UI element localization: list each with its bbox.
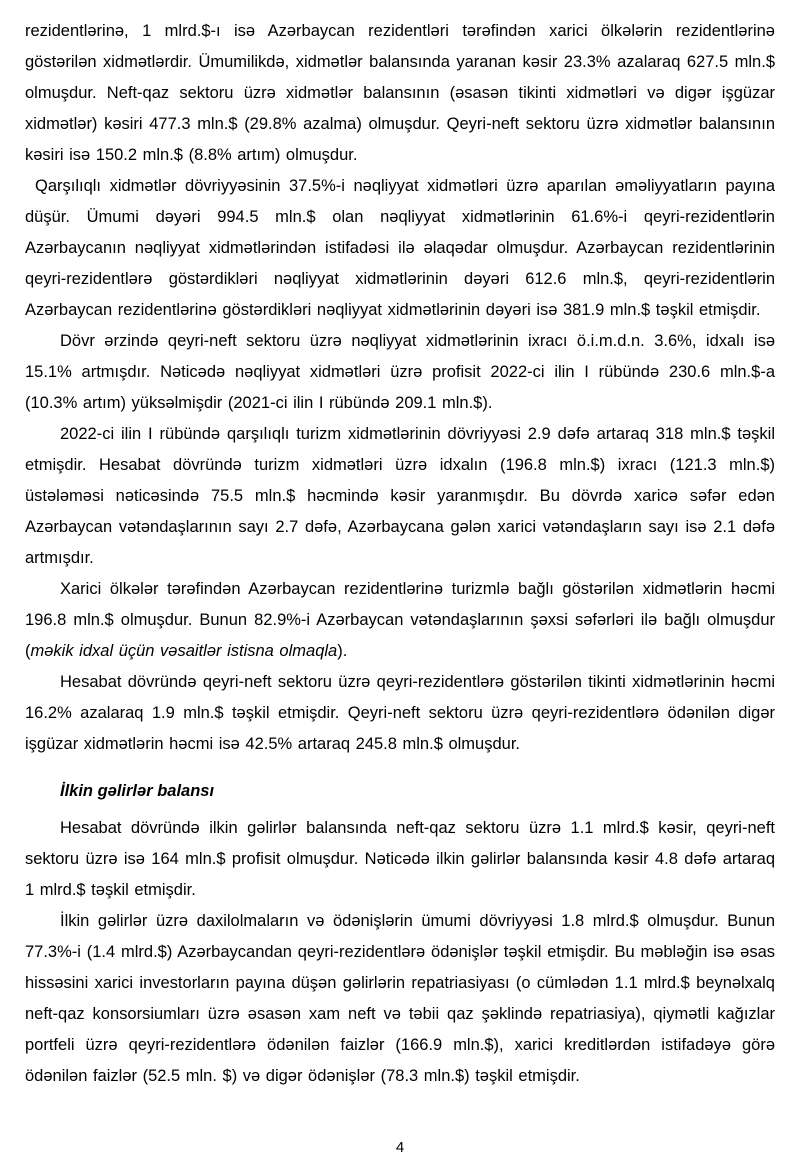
paragraph-transport-growth: Dövr ərzində qeyri-neft sektoru üzrə nəqliyyat xidmətlərinin ixracı ö.i.m.d.n. 3.6%, idxalı isə 15.1% artmışdır. Nəticədə nəqliyyat xidmətləri üzrə profisit 2022-ci ilin I rübündə 230.6 mln.$-a (10.3% artım) yüksəlmişdir (2021-ci ilin I rübündə 209.1 mln.$). <box>25 332 775 412</box>
paragraph-primary-income-balance: Hesabat dövründə ilkin gəlirlər balansında neft-qaz sektoru üzrə 1.1 mlrd.$ kəsir, qeyri-neft sektoru üzrə isə 164 mln.$ profisit olmuşdur. Nəticədə ilkin gəlirlər balansında kəsir 4.8 dəfə artaraq 1 mlrd.$ təşkil etmişdir. <box>25 819 775 899</box>
page-content <box>25 16 775 1092</box>
paragraph-text-after: ). <box>337 642 348 660</box>
paragraph-tourism-turnover: 2022-ci ilin I rübündə qarşılıqlı turizm xidmətlərinin dövriyyəsi 2.9 dəfə artaraq 318 mln.$ təşkil etmişdir. Hesabat dövründə turizm xidmətləri üzrə idxalın (196.8 mln.$) ixracı (121.3 mln.$) üstələməsi nəticəsində 75.5 mln.$ həcmində kəsir yaranmışdır. Bu dövrdə xaricə səfər edən Azərbaycan vətəndaşlarının sayı 2.7 dəfə, Azərbaycana gələn xarici vətəndaşların sayı isə 2.1 dəfə artmışdır. <box>25 425 775 567</box>
paragraph-tourism-services <box>25 574 775 667</box>
paragraph-primary-income-flows: İlkin gəlirlər üzrə daxilolmaların və ödənişlərin ümumi dövriyyəsi 1.8 mlrd.$ olmuşdur. Bunun 77.3%-i (1.4 mlrd.$) Azərbaycandan qeyri-rezidentlərə ödənişlər təşkil etmişdir. Bu məbləğin isə əsas hissəsini xarici investorların payına düşən gəlirlərin repatriasiyası (o cümlədən 1.1 mlrd.$ beynəlxalq neft-qaz konsorsiumları üzrə əsasən xam neft və təbii qaz şəklində repatriasiya), qiymətli kağızlar portfeli üzrə qeyri-rezidentlərə ödənilən faizlər (166.9 mln.$), xarici kreditlərdən istifadəyə görə ödənilən faizlər (52.5 mln. $) və digər ödənişlər (78.3 mln.$) təşkil etmişdir. <box>25 912 775 1085</box>
paragraph-text: Xarici ölkələr tərəfindən Azərbaycan rezidentlərinə turizmlə bağlı göstərilən xidmətlərin həcmi 196.8 mln.$ olmuşdur. Bunun 82.9%-i Azərbaycan vətəndaşlarının şəxsi səfərləri ilə bağlı olmuşdur ( <box>25 580 775 660</box>
paragraph-services-balance: rezidentlərinə, 1 mlrd.$-ı isə Azərbaycan rezidentləri tərəfindən xarici ölkələrin rezidentlərinə göstərilən xidmətlərdir. Ümumilikdə, xidmətlər balansında yaranan kəsir 23.3% azalaraq 627.5 mln.$ olmuşdur. Neft-qaz sektoru üzrə xidmətlər balansının (əsasən tikinti xidmətləri və digər işgüzar xidmətlər) kəsiri 477.3 mln.$ (29.8% azalma) olmuşdur. Qeyri-neft sektoru üzrə xidmətlər balansının kəsiri isə 150.2 mln.$ (8.8% artım) olmuşdur. <box>25 22 775 164</box>
section-heading-primary-income: İlkin gəlirlər balansı <box>60 782 215 800</box>
page-number: 4 <box>395 1139 405 1156</box>
paragraph-construction-services: Hesabat dövründə qeyri-neft sektoru üzrə qeyri-rezidentlərə göstərilən tikinti xidmətlərinin həcmi 16.2% azalaraq 1.9 mln.$ təşkil etmişdir. Qeyri-neft sektoru üzrə qeyri-rezidentlərə ödənilən digər işgüzar xidmətlərin həcmi isə 42.5% artaraq 245.8 mln.$ olmuşdur. <box>25 673 775 753</box>
paragraph-transport-services: Qarşılıqlı xidmətlər dövriyyəsinin 37.5%-i nəqliyyat xidmətləri üzrə aparılan əməliyyatların payına düşür. Ümumi dəyəri 994.5 mln.$ olan nəqliyyat xidmətlərinin 61.6%-i qeyri-rezidentlərin Azərbaycanın nəqliyyat xidmətlərindən istifadəsi ilə əlaqədar olmuşdur. Azərbaycan rezidentlərinin qeyri-rezidentlərə göstərdikləri nəqliyyat xidmətlərinin dəyəri 612.6 mln.$, qeyri-rezidentlərin Azərbaycan rezidentlərinə göstərdikləri nəqliyyat xidmətlərinin dəyəri isə 381.9 mln.$ təşkil etmişdir. <box>25 177 775 319</box>
italic-note: məkik idxal üçün vəsaitlər istisna olmaqla <box>30 642 338 660</box>
